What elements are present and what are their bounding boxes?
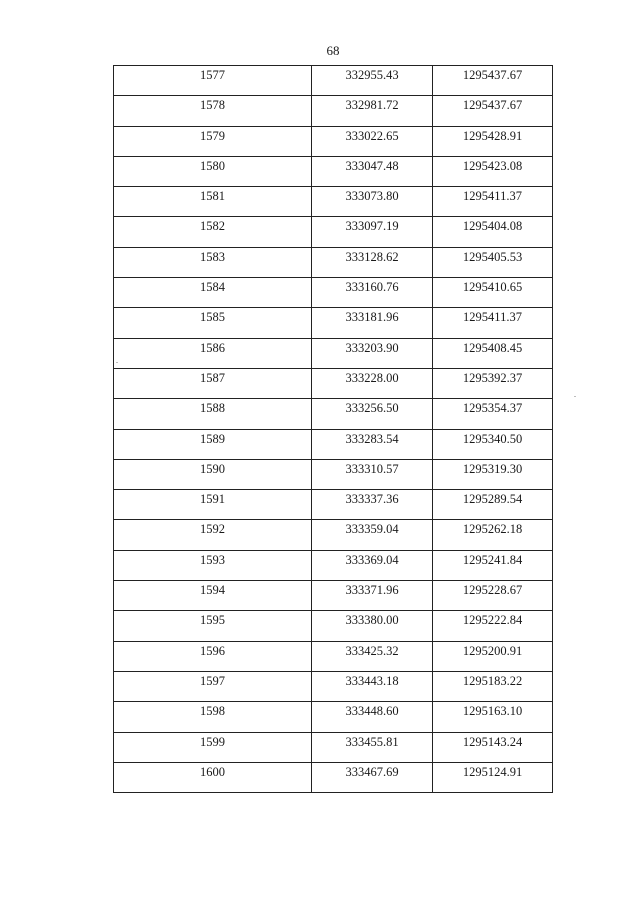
point-number-cell <box>114 459 312 489</box>
y-coordinate-value: 1295289.54 <box>462 492 523 507</box>
page-number: 68 <box>326 43 340 58</box>
x-coordinate-cell <box>312 368 433 398</box>
y-coordinate-value: 1295183.22 <box>462 673 523 688</box>
point-number-cell <box>114 308 312 338</box>
point-number-value: 1586 <box>200 340 225 355</box>
x-coordinate-cell <box>312 156 433 186</box>
y-coordinate-value: 1295340.50 <box>462 431 523 446</box>
y-coordinate-value: 1295410.65 <box>462 280 523 295</box>
point-number-value: 1591 <box>200 492 225 507</box>
y-coordinate-cell <box>433 278 553 308</box>
x-coordinate-cell <box>312 581 433 611</box>
y-coordinate-cell <box>433 368 553 398</box>
y-coordinate-cell <box>433 732 553 762</box>
point-number-value: 1599 <box>200 734 225 749</box>
x-coordinate-cell <box>312 762 433 792</box>
point-number-value: 1582 <box>200 219 225 234</box>
x-coordinate-value: 333448.60 <box>345 704 399 719</box>
table-row <box>114 308 553 338</box>
y-coordinate-cell <box>433 429 553 459</box>
x-coordinate-cell <box>312 308 433 338</box>
table-row <box>114 641 553 671</box>
y-coordinate-cell <box>433 459 553 489</box>
point-number-cell <box>114 429 312 459</box>
x-coordinate-value: 332955.43 <box>345 68 399 82</box>
x-coordinate-value: 333128.62 <box>345 249 399 264</box>
y-coordinate-cell <box>433 338 553 368</box>
point-number-cell <box>114 368 312 398</box>
x-coordinate-cell <box>312 520 433 550</box>
point-number-value: 1594 <box>200 583 225 598</box>
y-coordinate-value: 1295241.84 <box>462 552 523 567</box>
y-coordinate-value: 1295319.30 <box>462 461 523 476</box>
table-row <box>114 217 553 247</box>
table-row <box>114 702 553 732</box>
point-number-value: 1577 <box>200 68 225 82</box>
y-coordinate-cell <box>433 399 553 429</box>
point-number-value: 1579 <box>200 128 225 143</box>
y-coordinate-cell <box>433 156 553 186</box>
x-coordinate-value: 333380.00 <box>345 613 399 628</box>
y-coordinate-value: 1295437.67 <box>462 68 523 82</box>
y-coordinate-value: 1295411.37 <box>463 189 522 204</box>
x-coordinate-cell <box>312 429 433 459</box>
x-coordinate-value: 333369.04 <box>345 552 399 567</box>
point-number-cell <box>114 338 312 368</box>
y-coordinate-cell <box>433 671 553 701</box>
x-coordinate-cell <box>312 66 433 96</box>
coordinates-table <box>113 65 553 793</box>
point-number-value: 1585 <box>200 310 225 325</box>
point-number-cell <box>114 156 312 186</box>
y-coordinate-cell <box>433 550 553 580</box>
scan-speck <box>116 362 118 363</box>
x-coordinate-cell <box>312 732 433 762</box>
x-coordinate-value: 333425.32 <box>345 643 399 658</box>
table-row <box>114 126 553 156</box>
table-row <box>114 399 553 429</box>
point-number-value: 1587 <box>200 370 225 385</box>
table-row <box>114 368 553 398</box>
point-number-cell <box>114 702 312 732</box>
x-coordinate-value: 333283.54 <box>345 431 399 446</box>
x-coordinate-value: 333022.65 <box>345 128 399 143</box>
x-coordinate-value: 333097.19 <box>345 219 399 234</box>
table-row <box>114 247 553 277</box>
x-coordinate-value: 333337.36 <box>345 492 399 507</box>
point-number-value: 1589 <box>200 431 225 446</box>
y-coordinate-value: 1295411.37 <box>463 310 522 325</box>
x-coordinate-cell <box>312 702 433 732</box>
x-coordinate-cell <box>312 399 433 429</box>
point-number-cell <box>114 520 312 550</box>
point-number-cell <box>114 399 312 429</box>
x-coordinate-cell <box>312 641 433 671</box>
point-number-value: 1600 <box>200 764 225 779</box>
x-coordinate-value: 333310.57 <box>345 461 399 476</box>
x-coordinate-value: 333467.69 <box>345 764 399 779</box>
y-coordinate-value: 1295163.10 <box>462 704 523 719</box>
x-coordinate-value: 332981.72 <box>345 98 399 113</box>
y-coordinate-value: 1295143.24 <box>462 734 523 749</box>
x-coordinate-value: 333256.50 <box>345 401 399 416</box>
y-coordinate-cell <box>433 217 553 247</box>
x-coordinate-cell <box>312 459 433 489</box>
table-row <box>114 459 553 489</box>
y-coordinate-cell <box>433 581 553 611</box>
point-number-value: 1578 <box>200 98 225 113</box>
point-number-value: 1593 <box>200 552 225 567</box>
x-coordinate-value: 333203.90 <box>345 340 399 355</box>
x-coordinate-cell <box>312 490 433 520</box>
x-coordinate-cell <box>312 126 433 156</box>
point-number-value: 1580 <box>200 158 225 173</box>
point-number-cell <box>114 762 312 792</box>
x-coordinate-value: 333455.81 <box>345 734 399 749</box>
y-coordinate-value: 1295428.91 <box>462 128 523 143</box>
table-row <box>114 156 553 186</box>
point-number-value: 1597 <box>200 673 225 688</box>
point-number-cell <box>114 247 312 277</box>
point-number-cell <box>114 581 312 611</box>
point-number-value: 1592 <box>200 522 225 537</box>
x-coordinate-cell <box>312 278 433 308</box>
point-number-cell <box>114 126 312 156</box>
y-coordinate-cell <box>433 762 553 792</box>
x-coordinate-value: 333047.48 <box>345 158 399 173</box>
x-coordinate-cell <box>312 671 433 701</box>
x-coordinate-cell <box>312 550 433 580</box>
point-number-value: 1598 <box>200 704 225 719</box>
y-coordinate-cell <box>433 66 553 96</box>
table-row <box>114 278 553 308</box>
point-number-value: 1596 <box>200 643 225 658</box>
point-number-value: 1584 <box>200 280 225 295</box>
table-row <box>114 187 553 217</box>
y-coordinate-cell <box>433 308 553 338</box>
point-number-cell <box>114 187 312 217</box>
table-row <box>114 490 553 520</box>
y-coordinate-cell <box>433 187 553 217</box>
point-number-cell <box>114 66 312 96</box>
table-row <box>114 429 553 459</box>
point-number-cell <box>114 671 312 701</box>
y-coordinate-cell <box>433 247 553 277</box>
point-number-cell <box>114 96 312 126</box>
y-coordinate-value: 1295124.91 <box>462 764 523 779</box>
table-row <box>114 611 553 641</box>
point-number-cell <box>114 732 312 762</box>
y-coordinate-value: 1295354.37 <box>462 401 523 416</box>
point-number-cell <box>114 550 312 580</box>
x-coordinate-value: 333073.80 <box>345 189 399 204</box>
table-row <box>114 762 553 792</box>
point-number-cell <box>114 611 312 641</box>
y-coordinate-cell <box>433 490 553 520</box>
y-coordinate-value: 1295408.45 <box>462 340 523 355</box>
x-coordinate-cell <box>312 611 433 641</box>
y-coordinate-cell <box>433 641 553 671</box>
point-number-cell <box>114 278 312 308</box>
y-coordinate-cell <box>433 96 553 126</box>
y-coordinate-cell <box>433 126 553 156</box>
point-number-cell <box>114 490 312 520</box>
point-number-cell <box>114 641 312 671</box>
x-coordinate-value: 333160.76 <box>345 280 399 295</box>
point-number-value: 1595 <box>200 613 225 628</box>
y-coordinate-value: 1295405.53 <box>462 249 523 264</box>
y-coordinate-cell <box>433 611 553 641</box>
y-coordinate-value: 1295423.08 <box>462 158 523 173</box>
x-coordinate-value: 333228.00 <box>345 370 399 385</box>
x-coordinate-cell <box>312 247 433 277</box>
y-coordinate-value: 1295262.18 <box>462 522 523 537</box>
y-coordinate-value: 1295228.67 <box>462 583 523 598</box>
y-coordinate-value: 1295222.84 <box>462 613 523 628</box>
y-coordinate-value: 1295404.08 <box>462 219 523 234</box>
table-row <box>114 581 553 611</box>
x-coordinate-cell <box>312 96 433 126</box>
table-row <box>114 338 553 368</box>
x-coordinate-cell <box>312 187 433 217</box>
y-coordinate-value: 1295392.37 <box>462 370 523 385</box>
x-coordinate-cell <box>312 217 433 247</box>
x-coordinate-value: 333181.96 <box>345 310 399 325</box>
x-coordinate-value: 333371.96 <box>345 583 399 598</box>
point-number-value: 1583 <box>200 249 225 264</box>
x-coordinate-value: 333359.04 <box>345 522 399 537</box>
table-row <box>114 66 553 96</box>
table-row <box>114 520 553 550</box>
table-row <box>114 732 553 762</box>
table-row <box>114 671 553 701</box>
y-coordinate-value: 1295437.67 <box>462 98 523 113</box>
scan-speck <box>574 396 576 397</box>
x-coordinate-value: 333443.18 <box>345 673 399 688</box>
point-number-cell <box>114 217 312 247</box>
y-coordinate-value: 1295200.91 <box>462 643 523 658</box>
point-number-value: 1581 <box>200 189 225 204</box>
x-coordinate-cell <box>312 338 433 368</box>
y-coordinate-cell <box>433 520 553 550</box>
y-coordinate-cell <box>433 702 553 732</box>
coordinates-table-body <box>114 66 553 793</box>
table-row <box>114 550 553 580</box>
point-number-value: 1588 <box>200 401 225 416</box>
table-row <box>114 96 553 126</box>
point-number-value: 1590 <box>200 461 225 476</box>
